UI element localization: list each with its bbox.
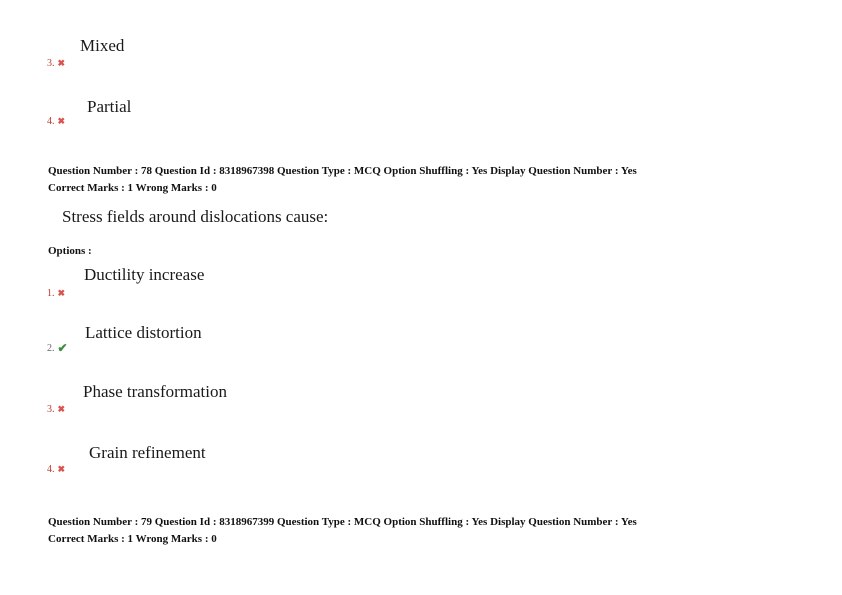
cross-icon: ✖ xyxy=(57,116,66,126)
question-meta: Question Number : 78 Question Id : 8318967398 Question Type : MCQ Option Shuffling : Yes Display Question Number : Yes xyxy=(48,165,637,177)
option-text: Ductility increase xyxy=(84,265,205,284)
cross-icon: ✖ xyxy=(57,58,66,68)
options-label: Options : xyxy=(48,245,92,257)
question-meta: Question Number : 79 Question Id : 8318967399 Question Type : MCQ Option Shuffling : Yes Display Question Number : Yes xyxy=(48,516,637,528)
option-text: Mixed xyxy=(80,36,125,55)
marks-meta: Correct Marks : 1 Wrong Marks : 0 xyxy=(48,182,217,194)
option-number xyxy=(47,288,65,299)
marks-meta: Correct Marks : 1 Wrong Marks : 0 xyxy=(48,533,217,545)
check-icon: ✔ xyxy=(57,341,68,355)
option-number-label: 2. xyxy=(47,343,55,354)
question-text: Stress fields around dislocations cause: xyxy=(62,207,329,226)
option-number-label: 1. xyxy=(47,288,55,299)
option-text: Phase transformation xyxy=(83,382,227,401)
option-text: Lattice distortion xyxy=(85,323,202,342)
option-text: Partial xyxy=(87,97,132,116)
cross-icon: ✖ xyxy=(57,404,66,414)
option-number xyxy=(47,58,65,69)
option-number-label: 4. xyxy=(47,464,55,475)
option-number xyxy=(47,116,65,127)
option-text: Grain refinement xyxy=(89,443,206,462)
option-number xyxy=(47,464,65,475)
option-number xyxy=(47,404,65,415)
option-number-label: 3. xyxy=(47,404,55,415)
cross-icon: ✖ xyxy=(57,464,66,474)
option-number-label: 4. xyxy=(47,116,55,127)
option-number xyxy=(47,341,68,356)
cross-icon: ✖ xyxy=(57,288,66,298)
option-number-label: 3. xyxy=(47,58,55,69)
